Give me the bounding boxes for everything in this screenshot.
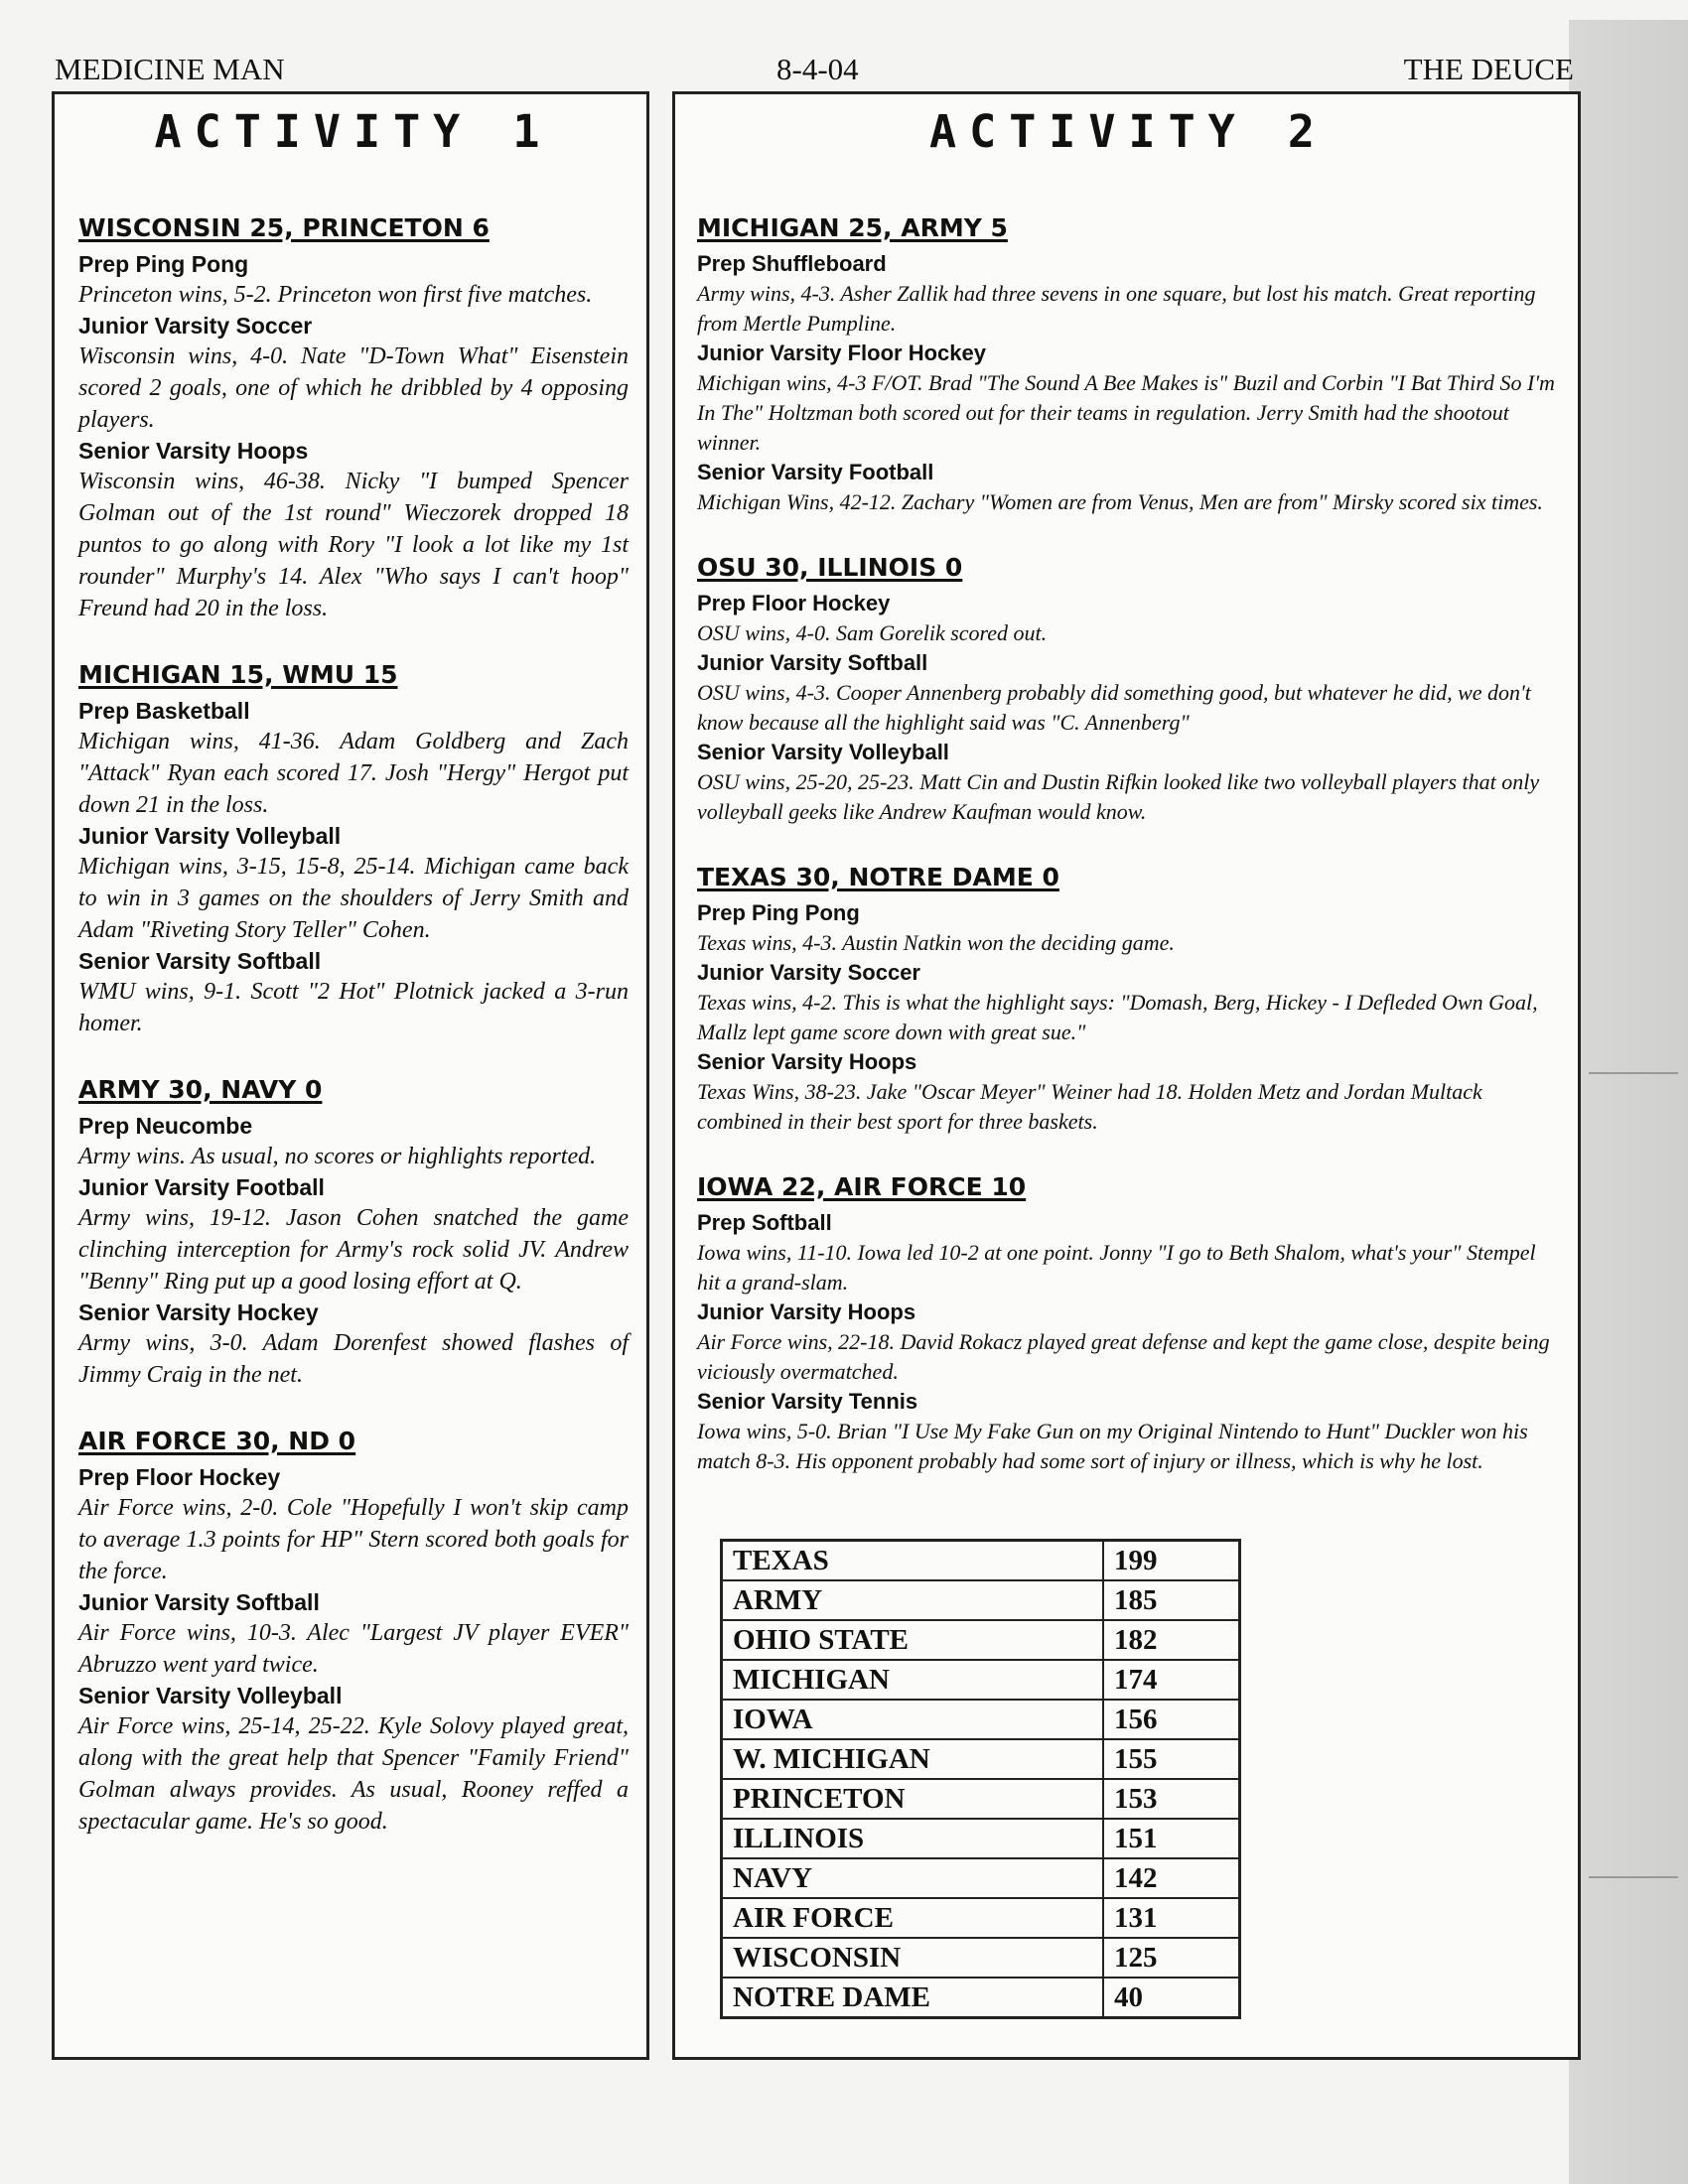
event-sport: Senior Varsity Hoops <box>697 1049 917 1074</box>
activity-2-heading: ACTIVITY 2 <box>929 105 1328 158</box>
adjacent-page-bleed <box>1569 20 1688 2184</box>
section-name: THE DEUCE <box>1403 52 1574 86</box>
event-description: Army wins. As usual, no scores or highlights reported. <box>78 1144 597 1169</box>
team-name: OHIO STATE <box>722 1620 1104 1660</box>
activity-1-games <box>78 213 629 1838</box>
event-description: OSU wins, 25-20, 25-23. Matt Cin and Dustin Rifkin looked like two volleyball players that only volleyball geeks like Andrew Kaufman would know. <box>697 769 1540 824</box>
activity-2-games <box>697 213 1560 1476</box>
standings-row <box>722 1700 1240 1739</box>
event-sport: Senior Varsity Tennis <box>697 1389 918 1414</box>
team-points: 40 <box>1103 1978 1240 2018</box>
event-sport: Prep Floor Hockey <box>78 1464 281 1490</box>
event-description: OSU wins, 4-0. Sam Gorelik scored out. <box>697 620 1048 645</box>
event-sport: Prep Shuffleboard <box>697 251 887 276</box>
team-name: MICHIGAN <box>722 1660 1104 1700</box>
team-points: 199 <box>1103 1541 1240 1581</box>
event-sport: Junior Varsity Softball <box>697 650 928 675</box>
event-sport: Junior Varsity Volleyball <box>78 823 342 849</box>
event-sport: Junior Varsity Floor Hockey <box>697 341 986 365</box>
team-points: 174 <box>1103 1660 1240 1700</box>
team-name: PRINCETON <box>722 1779 1104 1819</box>
standings-row <box>722 1580 1240 1620</box>
activity-1-column <box>52 91 649 2060</box>
team-name: ILLINOIS <box>722 1819 1104 1858</box>
game-title: AIR FORCE 30, ND 0 <box>78 1427 356 1455</box>
standings-row <box>722 1620 1240 1660</box>
team-name: NAVY <box>722 1858 1104 1898</box>
standings-row <box>722 1978 1240 2018</box>
event-sport: Senior Varsity Hockey <box>78 1299 319 1325</box>
game-title: MICHIGAN 15, WMU 15 <box>78 660 398 689</box>
game-title: TEXAS 30, NOTRE DAME 0 <box>697 863 1059 891</box>
team-points: 151 <box>1103 1819 1240 1858</box>
event-description: Army wins, 4-3. Asher Zallik had three sevens in one square, but lost his match. Great reporting from Mertle Pumpline. <box>697 281 1536 336</box>
event-description: Wisconsin wins, 4-0. Nate "D-Town What" Eisenstein scored 2 goals, one of which he dribbled by 4 opposing players. <box>78 343 629 433</box>
team-points: 131 <box>1103 1898 1240 1938</box>
event-sport: Prep Softball <box>697 1210 832 1235</box>
event-description: WMU wins, 9-1. Scott "2 Hot" Plotnick jacked a 3-run homer. <box>78 979 629 1036</box>
game-result <box>78 213 629 624</box>
game-result <box>78 1427 629 1838</box>
team-name: IOWA <box>722 1700 1104 1739</box>
game-result <box>697 553 1560 827</box>
game-title: IOWA 22, AIR FORCE 10 <box>697 1172 1027 1201</box>
standings-row <box>722 1858 1240 1898</box>
game-result <box>78 660 629 1039</box>
event-description: Princeton wins, 5-2. Princeton won first five matches. <box>78 282 593 308</box>
game-result <box>78 1075 629 1391</box>
team-name: W. MICHIGAN <box>722 1739 1104 1779</box>
game-result <box>697 863 1560 1137</box>
event-sport: Prep Neucombe <box>78 1113 253 1139</box>
event-sport: Prep Floor Hockey <box>697 591 891 615</box>
event-sport: Junior Varsity Football <box>78 1174 325 1200</box>
event-description: Texas Wins, 38-23. Jake "Oscar Meyer" Weiner had 18. Holden Metz and Jordan Multack combined in their best sport for three baskets. <box>697 1079 1482 1134</box>
team-points: 125 <box>1103 1938 1240 1978</box>
event-description: Wisconsin wins, 46-38. Nicky "I bumped Spencer Golman out of the 1st round" Wieczorek dropped 18 puntos to go along with Rory "I look a lot like my 1st rounder" Murphy's 14. Alex "Who says I can't hoop" Freund had 20 in the loss. <box>78 469 629 621</box>
team-points: 142 <box>1103 1858 1240 1898</box>
activity-1-heading: ACTIVITY 1 <box>154 105 553 158</box>
event-description: Michigan wins, 41-36. Adam Goldberg and Zach "Attack" Ryan each scored 17. Josh "Hergy" Hergot put down 21 in the loss. <box>78 729 629 818</box>
game-title: MICHIGAN 25, ARMY 5 <box>697 213 1008 242</box>
team-points: 182 <box>1103 1620 1240 1660</box>
event-description: Army wins, 19-12. Jason Cohen snatched the game clinching interception for Army's rock solid JV. Andrew "Benny" Ring put up a good losing effort at Q. <box>78 1205 629 1295</box>
game-title: WISCONSIN 25, PRINCETON 6 <box>78 213 490 242</box>
event-sport: Junior Varsity Softball <box>78 1589 320 1615</box>
standings-row <box>722 1739 1240 1779</box>
event-description: Iowa wins, 11-10. Iowa led 10-2 at one point. Jonny "I go to Beth Shalom, what's your" Stempel hit a grand-slam. <box>697 1240 1536 1295</box>
standings-table <box>720 1539 1241 2019</box>
event-description: Michigan wins, 4-3 F/OT. Brad "The Sound A Bee Makes is" Buzil and Corbin "I Bat Third So I'm In The" Holtzman both scored out for their teams in regulation. Jerry Smith had the shootout winner. <box>697 370 1555 455</box>
team-name: TEXAS <box>722 1541 1104 1581</box>
event-description: Iowa wins, 5-0. Brian "I Use My Fake Gun on my Original Nintendo to Hunt" Duckler won his match 8-3. His opponent probably had some sort of injury or illness, which is why he lost. <box>697 1419 1528 1473</box>
team-points: 153 <box>1103 1779 1240 1819</box>
event-sport: Junior Varsity Soccer <box>697 960 920 985</box>
team-name: AIR FORCE <box>722 1898 1104 1938</box>
event-sport: Prep Basketball <box>78 698 250 724</box>
game-title: OSU 30, ILLINOIS 0 <box>697 553 963 582</box>
game-result <box>697 213 1560 517</box>
event-sport: Junior Varsity Soccer <box>78 313 313 339</box>
event-sport: Senior Varsity Volleyball <box>78 1683 343 1708</box>
event-sport: Senior Varsity Volleyball <box>697 740 949 764</box>
team-points: 185 <box>1103 1580 1240 1620</box>
team-name: ARMY <box>722 1580 1104 1620</box>
event-description: Texas wins, 4-3. Austin Natkin won the deciding game. <box>697 930 1175 955</box>
standings-row <box>722 1660 1240 1700</box>
event-sport: Prep Ping Pong <box>697 900 860 925</box>
standings-row <box>722 1779 1240 1819</box>
standings-row <box>722 1541 1240 1581</box>
event-sport: Senior Varsity Football <box>697 460 934 484</box>
event-description: Air Force wins, 2-0. Cole "Hopefully I won't skip camp to average 1.3 points for HP" Stern scored both goals for the force. <box>78 1495 629 1584</box>
game-result <box>697 1172 1560 1476</box>
standings-row <box>722 1938 1240 1978</box>
standings-row <box>722 1819 1240 1858</box>
event-description: Michigan Wins, 42-12. Zachary "Women are from Venus, Men are from" Mirsky scored six times. <box>697 489 1543 514</box>
standings-row <box>722 1898 1240 1938</box>
team-name: NOTRE DAME <box>722 1978 1104 2018</box>
event-sport: Prep Ping Pong <box>78 251 249 277</box>
newsletter-name: MEDICINE MAN <box>55 52 285 86</box>
team-points: 156 <box>1103 1700 1240 1739</box>
game-title: ARMY 30, NAVY 0 <box>78 1075 323 1104</box>
event-sport: Junior Varsity Hoops <box>697 1299 916 1324</box>
event-description: Texas wins, 4-2. This is what the highlight says: "Domash, Berg, Hickey - I Defleded Own Goal, Mallz lept game score down with great sue." <box>697 990 1538 1044</box>
event-sport: Senior Varsity Hoops <box>78 438 309 464</box>
bleed-rule <box>1589 1876 1678 1878</box>
masthead <box>55 52 1574 91</box>
event-description: Air Force wins, 25-14, 25-22. Kyle Solovy played great, along with the great help that Spencer "Family Friend" Golman always provides. As usual, Rooney reffed a spectacular game. He's so good. <box>78 1713 629 1835</box>
team-name: WISCONSIN <box>722 1938 1104 1978</box>
event-description: Michigan wins, 3-15, 15-8, 25-14. Michigan came back to win in 3 games on the shoulders of Jerry Smith and Adam "Riveting Story Teller" Cohen. <box>78 854 629 943</box>
event-description: Air Force wins, 22-18. David Rokacz played great defense and kept the game close, despite being viciously overmatched. <box>697 1329 1550 1384</box>
event-sport: Senior Varsity Softball <box>78 948 322 974</box>
bleed-rule <box>1589 1072 1678 1074</box>
team-points: 155 <box>1103 1739 1240 1779</box>
event-description: Army wins, 3-0. Adam Dorenfest showed flashes of Jimmy Craig in the net. <box>78 1330 629 1388</box>
issue-date: 8-4-04 <box>776 52 859 86</box>
event-description: OSU wins, 4-3. Cooper Annenberg probably did something good, but whatever he did, we don't know because all the highlight said was "C. Annenberg" <box>697 680 1531 735</box>
event-description: Air Force wins, 10-3. Alec "Largest JV player EVER" Abruzzo went yard twice. <box>78 1620 629 1678</box>
